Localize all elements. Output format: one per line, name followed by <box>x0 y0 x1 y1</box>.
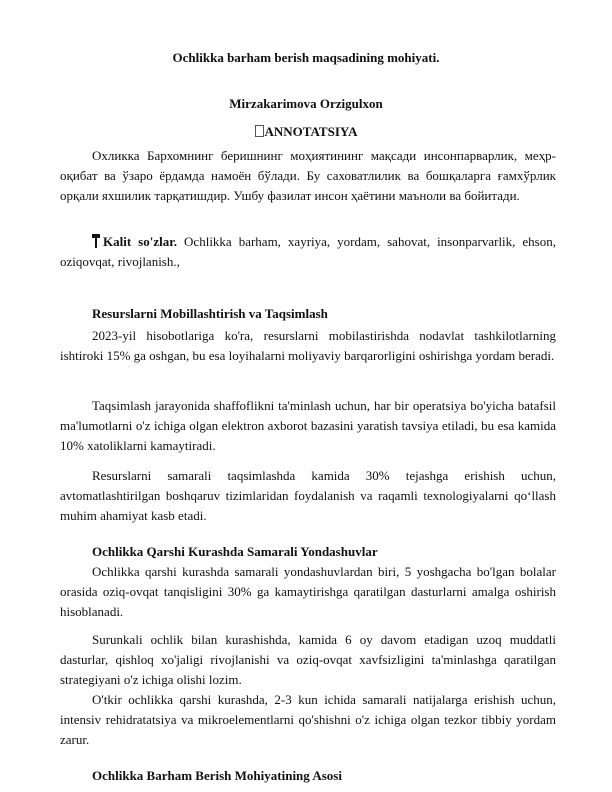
section-paragraph: O'tkir ochlikka qarshi kurashda, 2-3 kun ichida samarali natijalarga erishish uchun, intensiv rehidratatsiya va mikroelementlarni qo'shishni o'z ichiga olgan tezkor tibbiy yordam zarur. <box>60 692 556 747</box>
section-heading-basis: Ochlikka Barham Berish Mohiyatining Asosi <box>92 768 342 783</box>
author-name: Mirzakarimova Orzigulxon <box>229 96 383 111</box>
section-paragraph: 2023-yil hisobotlariga ko'ra, resurslarni mobilastirishda nodavlat tashkilotlarning ishtiroki 15% ga oshgan, bu esa loyihalarni moliyaviy barqarorligini oshirishga yordam beradi. <box>60 328 556 363</box>
keywords-text: Ochlikka barham, xayriya, yordam, sahovat, insonparvarlik, ehson, oziqovqat, rivojlanish., <box>60 234 556 269</box>
section-paragraph: Taqsimlash jarayonida shaffoflikni ta'minlash uchun, har bir operatsiya bo'yicha batafsil ma'lumotlarni o'z ichiga olgan elektron axborot bazasini yaratish tavsiya etiladi, bu esa kamida 10% xatoliklarni kamaytiradi. <box>60 398 556 453</box>
section-paragraph: Surunkali ochlik bilan kurashishda, kamida 6 oy davom etadigan uzoq muddatli dasturlar, qishloq xo'jaligi rivojlanishi va oziq-ovqat xavfsizligini ta'minlashga qaratilgan strategiyani o'z ichiga olishi lozim. <box>60 632 556 687</box>
section-paragraph: Ochlikka qarshi kurashda samarali yondashuvlardan biri, 5 yoshgacha bo'lgan bolalar orasida oziq-ovqat tanqisligini 30% ga kamaytirishga qaratilgan dasturlarni amalga oshirish hisoblanadi. <box>60 564 556 619</box>
annotation-heading-text: ANNOTATSIYA <box>264 124 358 139</box>
section-heading-approaches: Ochlikka Qarshi Kurashda Samarali Yondashuvlar <box>92 544 378 559</box>
annotation-heading <box>0 124 612 140</box>
section-paragraph: Resurslarni samarali taqsimlashda kamida 30% tejashga erishish uchun, avtomatlashtirilgan boshqaruv tizimlaridan foydalanish va raqamli texnologiyalarni qo‘llash muhim ahamiyat kasb etadi. <box>60 468 556 523</box>
keyword-marker-icon <box>92 234 100 248</box>
placeholder-box-icon <box>255 125 264 137</box>
document-title: Ochlikka barham berish maqsadining mohiyati. <box>172 50 440 65</box>
annotation-paragraph: Охликка Бархомнинг беришнинг моҳиятининг мақсади инсонпарварлик, меҳр-оқибат ва ўзаро ёрдамда намоён бўлади. Бу саховатлилик ва бошқаларга ғамхўрлик орқали яхшилик тарқатишдир. Ушбу фазилат инсон ҳаётини маъноли ва бойитади. <box>60 148 556 203</box>
keywords-label: Kalit so'zlar. <box>103 234 178 249</box>
section-heading-resources: Resurslarni Mobillashtirish va Taqsimlash <box>92 306 328 321</box>
keywords-paragraph <box>60 232 556 272</box>
